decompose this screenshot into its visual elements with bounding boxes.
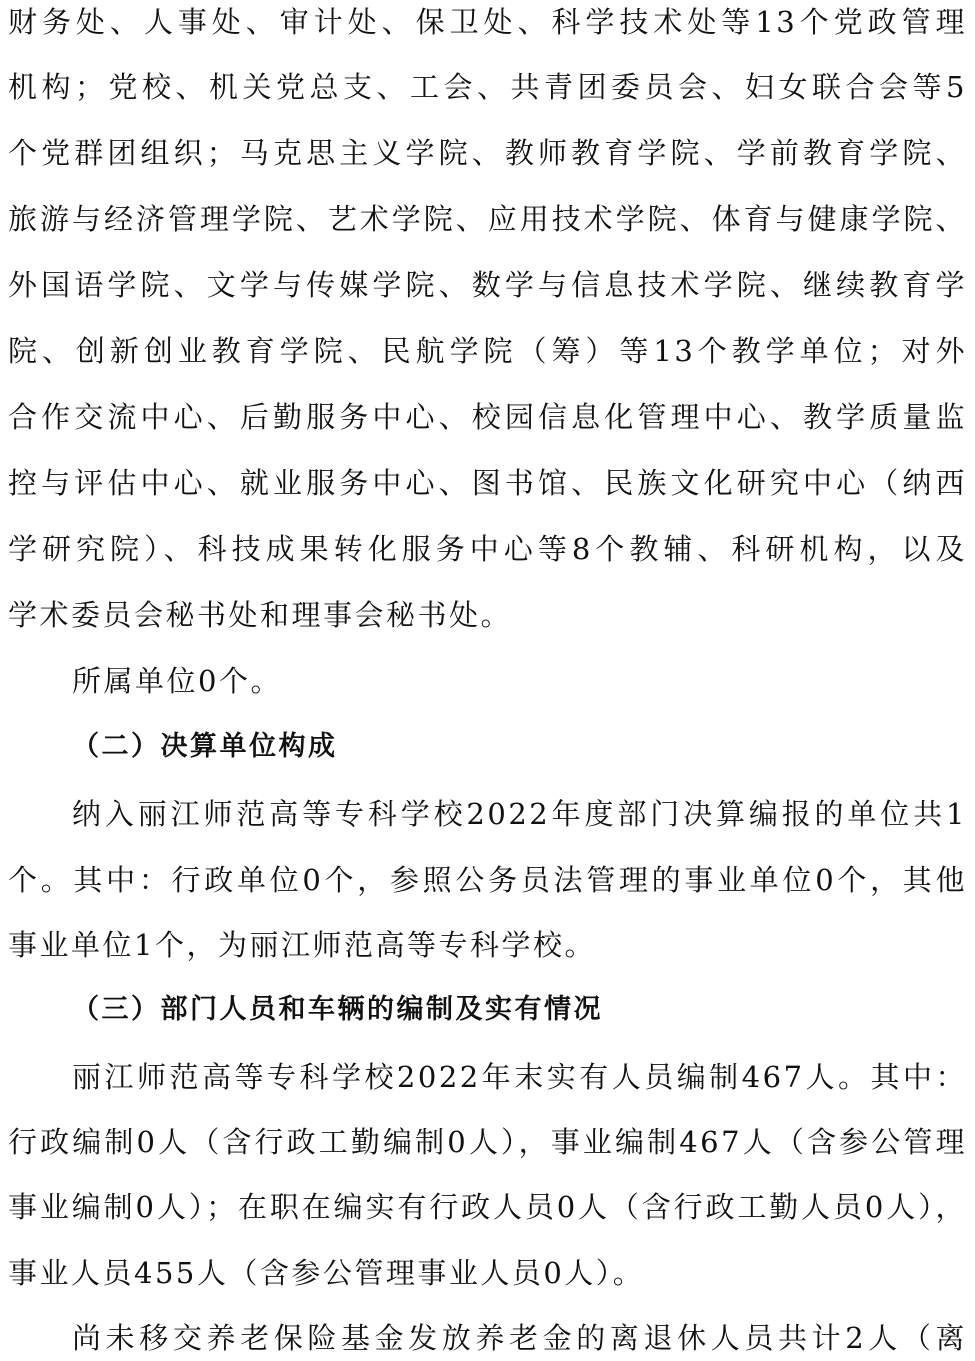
body-text-line: 事业单位1个，为丽江师范高等专科学校。 xyxy=(8,928,596,962)
section-heading: （二）决算单位构成 xyxy=(72,731,338,762)
body-text-line: 外国语学院、文学与传媒学院、数学与信息技术学院、继续教育学 xyxy=(8,268,967,302)
body-text-line: 学研究院）、科技成果转化服务中心等8个教辅、科研机构，以及 xyxy=(8,532,967,566)
body-text-line: 院、创新创业教育学院、民航学院（筹）等13个教学单位；对外 xyxy=(8,334,967,368)
body-text-line: 机构；党校、机关党总支、工会、共青团委员会、妇女联合会等5 xyxy=(8,70,967,104)
body-text-line: 学术委员会秘书处和理事会秘书处。 xyxy=(8,598,513,632)
body-text-line: 行政编制0人（含行政工勤编制0人），事业编制467人（含参公管理 xyxy=(8,1125,967,1159)
body-text-line: 合作交流中心、后勤服务中心、校园信息化管理中心、教学质量监 xyxy=(8,400,967,434)
body-text-line: 旅游与经济管理学院、艺术学院、应用技术学院、体育与健康学院、 xyxy=(8,202,967,236)
body-text-line: 尚未移交养老保险基金发放养老金的离退休人员共计2人（离 xyxy=(72,1321,967,1355)
body-text-line: 财务处、人事处、审计处、保卫处、科学技术处等13个党政管理 xyxy=(8,5,967,39)
body-text-line: 纳入丽江师范高等专科学校2022年度部门决算编报的单位共1 xyxy=(72,797,967,831)
section-heading: （三）部门人员和车辆的编制及实有情况 xyxy=(72,994,603,1025)
body-text-line: 事业编制0人）；在职在编实有行政人员0人（含行政工勤人员0人）， xyxy=(8,1190,967,1224)
body-text-line: 个党群团组织；马克思主义学院、教师教育学院、学前教育学院、 xyxy=(8,136,967,170)
body-text-line: 个。其中：行政单位0个，参照公务员法管理的事业单位0个，其他 xyxy=(8,863,967,897)
body-text-line: 丽江师范高等专科学校2022年末实有人员编制467人。其中： xyxy=(72,1060,967,1094)
body-text-line: 所属单位0个。 xyxy=(72,664,282,698)
body-text-line: 控与评估中心、就业服务中心、图书馆、民族文化研究中心（纳西 xyxy=(8,466,967,500)
body-text-line: 事业人员455人（含参公管理事业人员0人）。 xyxy=(8,1256,645,1290)
